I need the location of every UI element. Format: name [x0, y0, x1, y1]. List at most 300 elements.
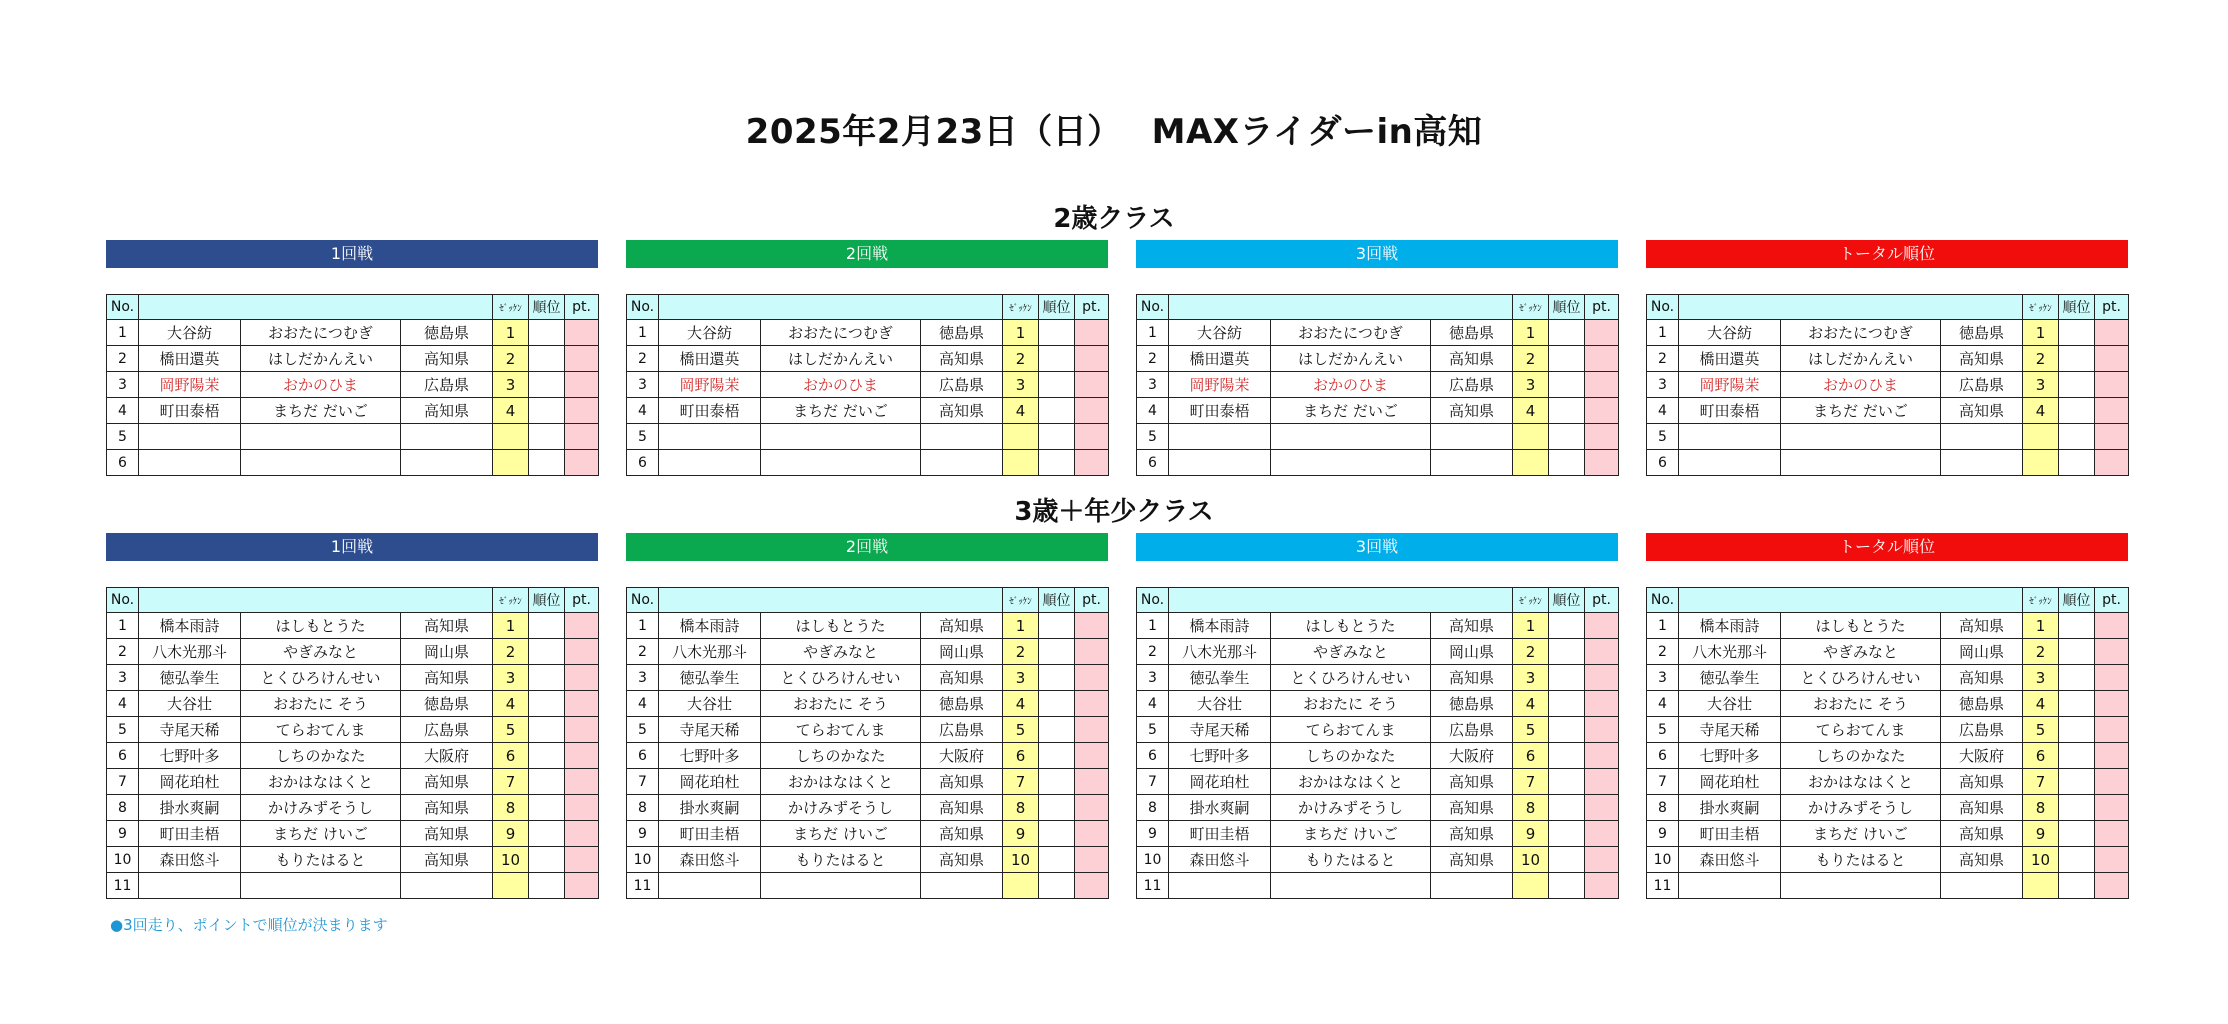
table-header-row [627, 588, 1109, 613]
table-row [1647, 346, 2129, 372]
rank-cell [529, 320, 565, 346]
bib-number: 4 [1003, 691, 1039, 717]
rider-prefecture: 徳島県 [921, 320, 1003, 346]
rank-cell [1549, 665, 1585, 691]
rider-kana: とくひろけんせい [761, 665, 921, 691]
table-row [107, 450, 599, 476]
rider-name: 大谷壮 [1679, 691, 1781, 717]
bib-number: 1 [493, 613, 529, 639]
points-cell [2095, 717, 2129, 743]
rider-name: 橋田還英 [659, 346, 761, 372]
rider-prefecture: 高知県 [1431, 346, 1513, 372]
rider-kana: てらおてんま [1781, 717, 1941, 743]
bib-number [1003, 450, 1039, 476]
rider-name: 八木光那斗 [1169, 639, 1271, 665]
rider-name [1679, 424, 1781, 450]
points-cell [1585, 795, 1619, 821]
table-row [627, 639, 1109, 665]
header-no: No. [1647, 295, 1679, 320]
rider-prefecture: 高知県 [1431, 769, 1513, 795]
rider-name: 八木光那斗 [1679, 639, 1781, 665]
bib-number [493, 450, 529, 476]
table-row [107, 795, 599, 821]
rank-cell [1039, 346, 1075, 372]
row-number: 11 [1137, 873, 1169, 899]
rank-cell [2059, 743, 2095, 769]
class-title: 2歳クラス [1053, 204, 1175, 234]
table-row [627, 821, 1109, 847]
rider-kana: はしもとうた [761, 613, 921, 639]
row-number: 3 [627, 372, 659, 398]
entry-table [106, 587, 599, 899]
rank-cell [2059, 639, 2095, 665]
rank-cell [1549, 398, 1585, 424]
points-cell [2095, 398, 2129, 424]
rider-kana: おかはなはくと [1781, 769, 1941, 795]
points-cell [565, 769, 599, 795]
rider-name: 寺尾天稀 [1169, 717, 1271, 743]
row-number: 10 [107, 847, 139, 873]
rider-name: 徳弘拳生 [1169, 665, 1271, 691]
table-row [627, 743, 1109, 769]
bib-number: 1 [2023, 320, 2059, 346]
rider-kana [241, 873, 401, 899]
rider-prefecture: 広島県 [921, 372, 1003, 398]
bib-number: 7 [2023, 769, 2059, 795]
row-number: 9 [1647, 821, 1679, 847]
rider-prefecture: 高知県 [921, 398, 1003, 424]
points-cell [2095, 847, 2129, 873]
table-row [1647, 639, 2129, 665]
rank-cell [529, 372, 565, 398]
rider-kana: とくひろけんせい [1271, 665, 1431, 691]
row-number: 6 [1647, 450, 1679, 476]
rank-cell [1039, 717, 1075, 743]
rider-prefecture [1941, 424, 2023, 450]
row-number: 11 [627, 873, 659, 899]
row-number: 8 [1647, 795, 1679, 821]
row-number: 1 [1647, 320, 1679, 346]
bib-number: 9 [493, 821, 529, 847]
bib-number: 4 [493, 691, 529, 717]
rider-prefecture: 徳島県 [1941, 691, 2023, 717]
rider-kana: もりたはると [1271, 847, 1431, 873]
points-cell [565, 743, 599, 769]
rank-cell [2059, 346, 2095, 372]
rider-kana: まちだ けいご [1781, 821, 1941, 847]
points-cell [1075, 320, 1109, 346]
table-row [1137, 639, 1619, 665]
rank-cell [1039, 398, 1075, 424]
entry-table [1646, 294, 2129, 476]
rider-name: 寺尾天稀 [659, 717, 761, 743]
rider-kana: おかのひま [761, 372, 921, 398]
rider-kana: おおたにつむぎ [241, 320, 401, 346]
table-row [1137, 691, 1619, 717]
round-3-bar: 3回戦 [1136, 533, 1618, 561]
bib-number: 1 [1513, 613, 1549, 639]
rider-name: 大谷壮 [659, 691, 761, 717]
rider-prefecture: 高知県 [921, 346, 1003, 372]
table-row [107, 717, 599, 743]
table-row [1137, 665, 1619, 691]
rider-prefecture: 広島県 [1431, 372, 1513, 398]
bib-number: 1 [1513, 320, 1549, 346]
points-cell [2095, 691, 2129, 717]
table-row [1137, 847, 1619, 873]
rank-cell [1039, 847, 1075, 873]
rider-kana [1271, 450, 1431, 476]
rider-prefecture: 岡山県 [1941, 639, 2023, 665]
rider-name: 岡花珀杜 [1679, 769, 1781, 795]
rider-name: 橋本雨詩 [1679, 613, 1781, 639]
points-cell [1075, 691, 1109, 717]
rider-prefecture [921, 450, 1003, 476]
header-blank [1679, 588, 2023, 613]
table-row [1647, 372, 2129, 398]
rank-cell [1549, 346, 1585, 372]
rider-prefecture: 高知県 [401, 346, 493, 372]
row-number: 4 [1647, 398, 1679, 424]
rider-kana: てらおてんま [241, 717, 401, 743]
rider-prefecture: 高知県 [401, 769, 493, 795]
rider-name: 森田悠斗 [1679, 847, 1781, 873]
row-number: 1 [1137, 613, 1169, 639]
bib-number: 1 [2023, 613, 2059, 639]
bib-number [1003, 873, 1039, 899]
table-header-row [1137, 295, 1619, 320]
rider-name: 徳弘拳生 [139, 665, 241, 691]
rider-name: 掛水爽嗣 [139, 795, 241, 821]
bib-number: 3 [493, 372, 529, 398]
row-number: 3 [627, 665, 659, 691]
rider-prefecture: 岡山県 [921, 639, 1003, 665]
rank-cell [1039, 691, 1075, 717]
rider-prefecture: 徳島県 [1431, 320, 1513, 346]
points-cell [1075, 424, 1109, 450]
bib-number [1003, 424, 1039, 450]
rider-prefecture: 高知県 [1941, 769, 2023, 795]
row-number: 9 [627, 821, 659, 847]
rider-prefecture [401, 873, 493, 899]
table-row [1647, 613, 2129, 639]
table-row [627, 424, 1109, 450]
rank-cell [529, 665, 565, 691]
row-number: 10 [1647, 847, 1679, 873]
bib-number: 10 [1513, 847, 1549, 873]
table-row [1647, 847, 2129, 873]
table-row [1647, 665, 2129, 691]
rider-prefecture: 高知県 [921, 613, 1003, 639]
rider-kana [1781, 450, 1941, 476]
rank-cell [1549, 372, 1585, 398]
rider-name: 大谷紡 [659, 320, 761, 346]
rider-prefecture: 広島県 [1941, 717, 2023, 743]
rider-kana: もりたはると [1781, 847, 1941, 873]
table-row [1647, 743, 2129, 769]
table-row [1137, 743, 1619, 769]
header-no: No. [107, 588, 139, 613]
row-number: 3 [1137, 372, 1169, 398]
table-row [107, 613, 599, 639]
rider-kana: おおたにつむぎ [1781, 320, 1941, 346]
rider-kana [761, 450, 921, 476]
points-cell [2095, 613, 2129, 639]
header-rank: 順位 [1039, 295, 1075, 320]
table-header-row [1647, 588, 2129, 613]
table-row [1647, 769, 2129, 795]
row-number: 2 [1137, 639, 1169, 665]
rider-prefecture: 高知県 [1431, 665, 1513, 691]
bib-number: 3 [1003, 665, 1039, 691]
table-row [627, 717, 1109, 743]
rider-prefecture: 広島県 [1941, 372, 2023, 398]
rider-prefecture: 高知県 [401, 847, 493, 873]
rider-kana: まちだ けいご [241, 821, 401, 847]
rider-kana [761, 873, 921, 899]
bib-number: 2 [1003, 346, 1039, 372]
points-cell [2095, 346, 2129, 372]
bib-number: 1 [1003, 320, 1039, 346]
bib-number: 8 [2023, 795, 2059, 821]
rider-prefecture: 高知県 [921, 821, 1003, 847]
table-row [1647, 717, 2129, 743]
rider-prefecture [921, 873, 1003, 899]
row-number: 3 [1647, 372, 1679, 398]
points-cell [1075, 450, 1109, 476]
table-row [107, 821, 599, 847]
rider-prefecture: 大阪府 [401, 743, 493, 769]
rider-prefecture: 広島県 [401, 372, 493, 398]
header-no: No. [107, 295, 139, 320]
round-2-bar: 2回戦 [626, 240, 1108, 268]
points-cell [1075, 873, 1109, 899]
points-cell [1075, 398, 1109, 424]
rider-name: 八木光那斗 [139, 639, 241, 665]
rider-name: 森田悠斗 [1169, 847, 1271, 873]
rider-name: 岡野陽茉 [1679, 372, 1781, 398]
rider-kana: てらおてんま [761, 717, 921, 743]
row-number: 7 [107, 769, 139, 795]
row-number: 5 [627, 717, 659, 743]
bib-number: 2 [1513, 346, 1549, 372]
points-cell [2095, 769, 2129, 795]
rider-name: 町田泰梧 [1169, 398, 1271, 424]
points-cell [1585, 717, 1619, 743]
points-cell [1585, 639, 1619, 665]
rider-kana: まちだ けいご [761, 821, 921, 847]
header-rank: 順位 [2059, 588, 2095, 613]
points-cell [2095, 450, 2129, 476]
rider-kana: おかのひま [1271, 372, 1431, 398]
bib-number: 2 [1003, 639, 1039, 665]
rider-kana: やぎみなと [241, 639, 401, 665]
rider-name: 七野叶多 [1679, 743, 1781, 769]
rider-kana: しちのかなた [761, 743, 921, 769]
rank-cell [529, 346, 565, 372]
rider-prefecture: 高知県 [1941, 795, 2023, 821]
row-number: 5 [107, 424, 139, 450]
rank-cell [2059, 691, 2095, 717]
rider-prefecture: 高知県 [1941, 613, 2023, 639]
table-row [107, 424, 599, 450]
rider-prefecture: 高知県 [921, 665, 1003, 691]
row-number: 6 [627, 450, 659, 476]
points-cell [1075, 346, 1109, 372]
header-blank [139, 588, 493, 613]
header-rank: 順位 [2059, 295, 2095, 320]
header-pt: pt. [565, 588, 599, 613]
bib-number: 10 [493, 847, 529, 873]
points-cell [565, 639, 599, 665]
rider-prefecture: 高知県 [401, 795, 493, 821]
points-cell [1585, 769, 1619, 795]
row-number: 1 [627, 320, 659, 346]
points-cell [2095, 795, 2129, 821]
table-row [627, 769, 1109, 795]
rider-name [659, 450, 761, 476]
rider-name: 橋本雨詩 [659, 613, 761, 639]
points-cell [1585, 320, 1619, 346]
row-number: 1 [627, 613, 659, 639]
rider-kana: まちだ だいご [1781, 398, 1941, 424]
rank-cell [529, 847, 565, 873]
points-cell [1585, 847, 1619, 873]
rider-prefecture: 高知県 [1431, 795, 1513, 821]
rider-prefecture: 徳島県 [1941, 320, 2023, 346]
rider-kana: もりたはると [761, 847, 921, 873]
row-number: 7 [1647, 769, 1679, 795]
table-row [1647, 424, 2129, 450]
rider-name: 七野叶多 [659, 743, 761, 769]
rider-kana: おかはなはくと [761, 769, 921, 795]
row-number: 4 [627, 691, 659, 717]
header-pt: pt. [1585, 295, 1619, 320]
rider-name [139, 424, 241, 450]
row-number: 1 [1647, 613, 1679, 639]
rank-cell [1549, 424, 1585, 450]
rider-name: 岡花珀杜 [659, 769, 761, 795]
header-pt: pt. [2095, 588, 2129, 613]
rider-name: 橋本雨詩 [139, 613, 241, 639]
rider-kana: もりたはると [241, 847, 401, 873]
points-cell [565, 372, 599, 398]
rank-cell [1039, 665, 1075, 691]
bib-number: 2 [2023, 639, 2059, 665]
row-number: 7 [627, 769, 659, 795]
rider-name [1169, 873, 1271, 899]
rider-name [1169, 450, 1271, 476]
rider-prefecture [1941, 450, 2023, 476]
rider-kana: おおたに そう [1271, 691, 1431, 717]
row-number: 2 [627, 346, 659, 372]
rank-cell [529, 450, 565, 476]
table-header-row [107, 588, 599, 613]
points-cell [1585, 873, 1619, 899]
table-row [107, 743, 599, 769]
rider-kana: しちのかなた [1781, 743, 1941, 769]
points-cell [1585, 691, 1619, 717]
bib-number: 4 [1513, 398, 1549, 424]
rider-name: 橋本雨詩 [1169, 613, 1271, 639]
rider-prefecture: 高知県 [401, 665, 493, 691]
row-number: 1 [107, 320, 139, 346]
header-bib: ｾﾞｯｹﾝ [1513, 295, 1549, 320]
rank-cell [1549, 639, 1585, 665]
rider-name: 掛水爽嗣 [1169, 795, 1271, 821]
header-blank [1169, 588, 1513, 613]
rank-cell [2059, 873, 2095, 899]
rider-name: 七野叶多 [139, 743, 241, 769]
rider-name [659, 424, 761, 450]
row-number: 2 [107, 639, 139, 665]
bib-number: 5 [1513, 717, 1549, 743]
rank-cell [1549, 821, 1585, 847]
row-number: 3 [1137, 665, 1169, 691]
rider-prefecture: 高知県 [1941, 821, 2023, 847]
points-cell [1585, 743, 1619, 769]
rider-kana [241, 450, 401, 476]
points-cell [565, 665, 599, 691]
rider-kana: はしだかんえい [1781, 346, 1941, 372]
entry-table [1136, 587, 1619, 899]
round-1-bar: 1回戦 [106, 240, 598, 268]
row-number: 11 [107, 873, 139, 899]
row-number: 4 [107, 398, 139, 424]
row-number: 9 [107, 821, 139, 847]
bib-number: 3 [1003, 372, 1039, 398]
rider-name: 橋田還英 [1679, 346, 1781, 372]
table-row [107, 847, 599, 873]
rank-cell [1039, 795, 1075, 821]
bib-number [2023, 424, 2059, 450]
header-pt: pt. [1075, 588, 1109, 613]
rider-prefecture: 高知県 [1941, 665, 2023, 691]
header-bib: ｾﾞｯｹﾝ [493, 295, 529, 320]
row-number: 4 [107, 691, 139, 717]
table-row [1647, 398, 2129, 424]
rider-kana: おおたに そう [1781, 691, 1941, 717]
bib-number: 4 [2023, 398, 2059, 424]
points-cell [2095, 424, 2129, 450]
row-number: 5 [1137, 717, 1169, 743]
points-cell [1075, 795, 1109, 821]
round-2-bar: 2回戦 [626, 533, 1108, 561]
row-number: 3 [107, 372, 139, 398]
rider-prefecture: 高知県 [401, 398, 493, 424]
bib-number: 1 [493, 320, 529, 346]
header-bib: ｾﾞｯｹﾝ [2023, 295, 2059, 320]
points-cell [1075, 847, 1109, 873]
rank-cell [1039, 450, 1075, 476]
table-row [627, 613, 1109, 639]
header-no: No. [1137, 588, 1169, 613]
table-row [1137, 717, 1619, 743]
bib-number: 10 [1003, 847, 1039, 873]
rider-name [1169, 424, 1271, 450]
rider-name: 町田圭梧 [1169, 821, 1271, 847]
total-rank-bar: トータル順位 [1646, 533, 2128, 561]
points-cell [1075, 372, 1109, 398]
points-cell [1585, 665, 1619, 691]
table-row [627, 346, 1109, 372]
points-cell [565, 450, 599, 476]
table-row [107, 873, 599, 899]
row-number: 8 [107, 795, 139, 821]
table-row [627, 847, 1109, 873]
rank-cell [1549, 450, 1585, 476]
table-row [107, 665, 599, 691]
